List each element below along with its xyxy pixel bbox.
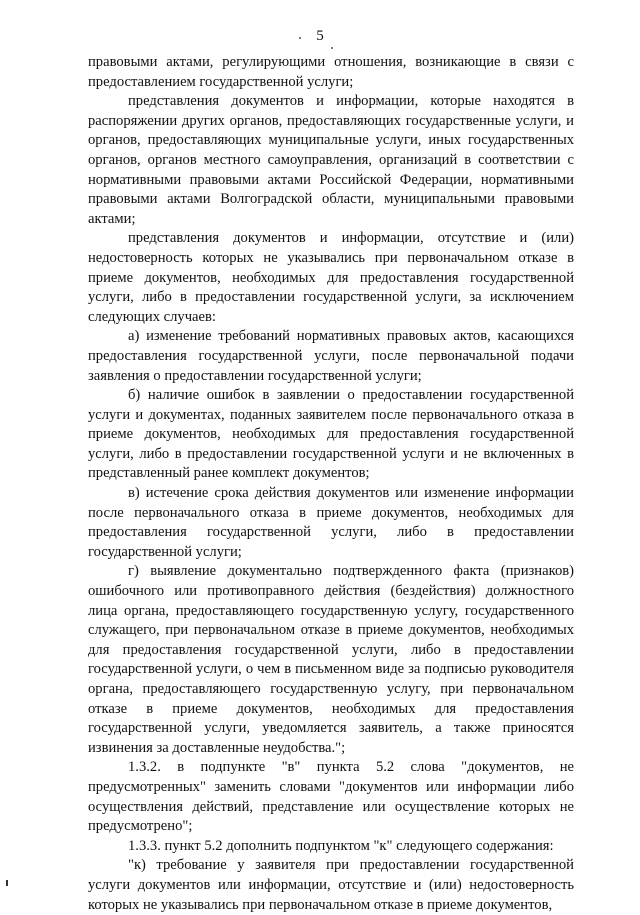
document-body xyxy=(88,53,574,915)
paragraph-1-3-3: 1.3.3. пункт 5.2 дополнить подпунктом "к" следующего содержания: xyxy=(128,837,554,854)
paragraph-subitem-k: "к) требование у заявителя при предоставлении государственной услуги документов или информации, отсутствие и (или) недостоверность которых не указывались при первоначальном отказе в приеме документов, xyxy=(88,857,574,913)
paragraph-1-3-2: 1.3.2. в подпункте "в" пункта 5.2 слова "документов, не предусмотренных" заменить словами "документов или информации либо осуществления действий, представление или осуществление которых не предусмотрено"; xyxy=(88,759,574,835)
scan-artifact xyxy=(331,47,333,49)
paragraph-continuation: правовыми актами, регулирующими отношения, возникающие в связи с предоставлением государственной услуги; xyxy=(88,54,574,90)
scan-artifact xyxy=(299,37,301,39)
list-item-g: г) выявление документально подтвержденного факта (признаков) ошибочного или противоправного действия (бездействия) должностного лица органа, предоставляющего государственную услугу, государственного служащего, при первоначальном отказе в приеме документов, необходимых для предоставления государственной услуги, либо в предоставлении государственной услуги, о чем в письменном виде за подписью руководителя органа, предоставляющего государственную услугу, при первоначальном отказе в приеме документов, необходимых для предоставления государственной услуги, уведомляется заявитель, а также приносятся извинения за доставленные неудобства."; xyxy=(88,563,574,756)
list-item-v: в) истечение срока действия документов или изменение информации после первоначального отказа в приеме документов, необходимых для предоставления государственной услуги, либо в предоставлении государственной услуги; xyxy=(88,485,574,560)
list-item-b: б) наличие ошибок в заявлении о предоставлении государственной услуги и документах, поданных заявителем после первоначального отказа в приеме документов, необходимых для предоставления государственной услуги, либо в предоставлении государственной услуги и не включенных в представленный ранее комплект документов; xyxy=(88,387,574,482)
paragraph-documents-not-indicated: представления документов и информации, отсутствие и (или) недостоверность которых не указывались при первоначальном отказе в приеме документов, необходимых для предоставления государственной услуги, либо в предоставлении государственной услуги, за исключением следующих случаев: xyxy=(88,230,574,325)
scan-edge-mark xyxy=(6,880,8,886)
paragraph-documents-in-other-agencies: представления документов и информации, которые находятся в распоряжении других органов, предоставляющих государственные услуги, и органов, предоставляющих муниципальные услуги, иных государственных органов, органов местного самоуправления, организаций в соответствии с нормативными правовыми актами Российской Федерации, нормативными правовыми актами Волгоградской области, муниципальными правовыми актами; xyxy=(88,93,574,227)
page-number: 5 xyxy=(316,28,324,44)
list-item-a: а) изменение требований нормативных правовых актов, касающихся предоставления государственной услуги, после первоначальной подачи заявления о предоставлении государственной услуги; xyxy=(88,328,574,384)
